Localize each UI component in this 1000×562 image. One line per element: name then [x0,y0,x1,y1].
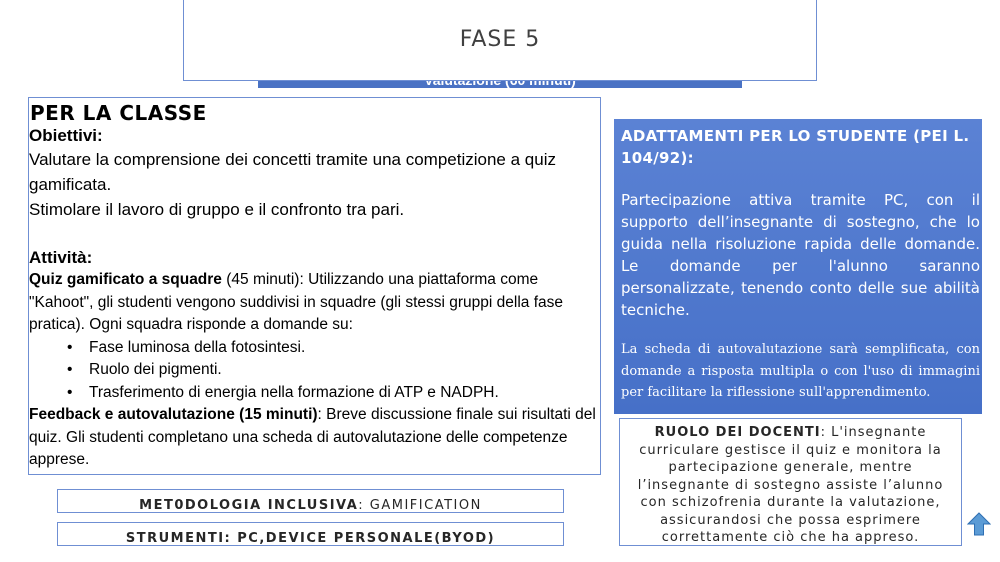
adaptations-paragraph: Partecipazione attiva tramite PC, con il supporto dell’insegnante di sostegno, che lo guida nella risoluzione rapida delle domande. Le domande per l'alunno saranno personalizzate, tenendo conto delle sue abilità tecniche. [621,191,980,319]
adaptations-title: ADATTAMENTI PER LO STUDENTE (PEI L. 104/92): [621,127,970,167]
list-item: • Ruolo dei pigmenti. [89,359,600,382]
class-section [28,97,601,475]
phase-title-box [183,0,817,81]
methodology-value: : GAMIFICATION [358,498,482,513]
feedback-title: Feedback e autovalutazione (15 minuti) [29,406,318,423]
objectives-label: Obiettivi: [29,126,103,145]
class-heading: PER LA CLASSE [30,101,207,125]
adaptations-note: La scheda di autovalutazione sarà semplificata, con domande a risposta multipla o con l'uso di immagini per facilitare la riflessione sull'apprendimento. [621,342,980,400]
list-item: • Fase luminosa della fotosintesi. [89,337,600,360]
tools-text: STRUMENTI: PC,DEVICE PERSONALE(BYOD) [125,531,496,546]
teachers-label: RUOLO DEI DOCENTI [654,425,821,440]
methodology-label: MET0DOLOGIA INCLUSIVA [139,498,359,513]
adaptations-panel [614,119,982,414]
phase-title: FASE 5 [459,27,541,52]
list-item: • Trasferimento di energia nella formazione di ATP e NADPH. [89,382,600,405]
feedback-text: : Breve discussione finale sui risultati del quiz. Gli studenti completano una scheda di autovalutazione delle competenze apprese. [29,406,596,468]
teachers-role-box [619,418,962,546]
objective-item: Stimolare il lavoro di gruppo e il confronto tra pari. [29,200,405,219]
teachers-text: : L'insegnante curriculare gestisce il quiz e monitora la partecipazione generale, mentre l’insegnante di sostegno assiste l’alunno con schizofrenia durante la valutazione, assicurandosi che possa esprimere correttamente ciò che ha appreso. [637,425,944,545]
objective-item: Valutare la comprensione dei concetti tramite una competizione a quiz gamificata. [29,150,556,194]
activities-label: Attività: [29,248,93,267]
topic-list [29,337,600,405]
feedback-paragraph [29,404,600,472]
methodology-box [57,489,564,513]
up-arrow-icon[interactable] [967,512,991,536]
tools-box [57,522,564,546]
quiz-text: (45 minuti): Utilizzando una piattaforma come "Kahoot", gli studenti vengono suddivisi in squadre (gli stessi gruppi della fase pratica). Ogni squadra risponde a domande su: [29,271,564,333]
quiz-title: Quiz gamificato a squadre [29,271,222,288]
quiz-paragraph [29,269,600,337]
